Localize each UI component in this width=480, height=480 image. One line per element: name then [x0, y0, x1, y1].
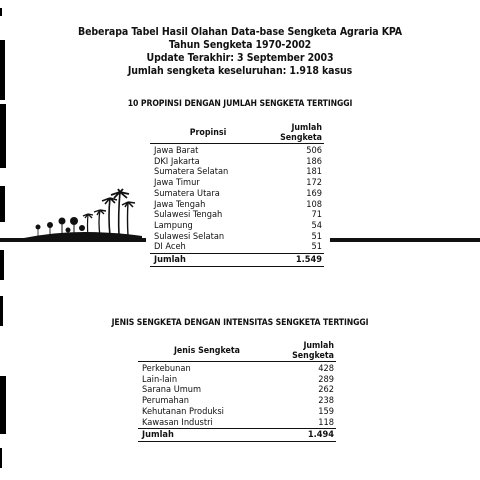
table-row: Jawa Tengah 108 — [154, 198, 322, 210]
table-row: Lampung 54 — [154, 219, 322, 231]
table1-title: 10 PROPINSI DENGAN JUMLAH SENGKETA TERTINGGI — [127, 99, 353, 109]
document-header — [40, 26, 440, 78]
header-years: Tahun Sengketa 1970-2002 — [168, 39, 312, 51]
table-row: Perkebunan 428 — [142, 363, 334, 374]
province-dispute-table — [150, 123, 324, 267]
table-row: Jawa Timur 172 — [154, 177, 322, 189]
table-row: Sumatera Utara 169 — [154, 187, 322, 199]
table-row: DI Aceh 51 — [154, 241, 322, 253]
header-title: Beberapa Tabel Hasil Olahan Data-base Sengketa Agraria KPA — [77, 26, 403, 38]
dispute-type-table — [138, 341, 336, 442]
column-header-count: Jumlah Sengketa — [276, 341, 336, 362]
column-header-count: Jumlah Sengketa — [266, 123, 324, 144]
table-row: DKI Jakarta 186 — [154, 155, 322, 167]
table-header-row — [150, 123, 324, 144]
palm-trees-silhouette-icon — [24, 188, 142, 240]
header-total: Jumlah sengketa keseluruhan: 1.918 kasus — [127, 65, 353, 77]
table-row: Lain-lain 289 — [142, 373, 334, 385]
table-header-row — [138, 341, 336, 362]
table-total-row: Jumlah 1.494 — [138, 429, 336, 442]
table-row: Sumatera Selatan 181 — [154, 166, 322, 178]
table2-title: JENIS SENGKETA DENGAN INTENSITAS SENGKETA TERTINGGI — [111, 318, 369, 328]
header-update: Update Terakhir: 3 September 2003 — [146, 52, 334, 64]
table-row: Sarana Umum 262 — [142, 384, 334, 396]
table-row: Sulawesi Selatan 51 — [154, 230, 322, 242]
table-row: Sulawesi Tengah 71 — [154, 209, 322, 221]
table-row: Kawasan Industri 118 — [142, 416, 334, 428]
column-header-province: Propinsi — [150, 123, 266, 144]
column-header-type: Jenis Sengketa — [138, 341, 276, 362]
table-row: Jawa Barat 506 — [154, 145, 322, 156]
horizontal-bar-right — [330, 238, 480, 242]
table-row: Perumahan 238 — [142, 395, 334, 407]
table-total-row: Jumlah 1.549 — [150, 254, 324, 267]
table-row: Kehutanan Produksi 159 — [142, 405, 334, 417]
